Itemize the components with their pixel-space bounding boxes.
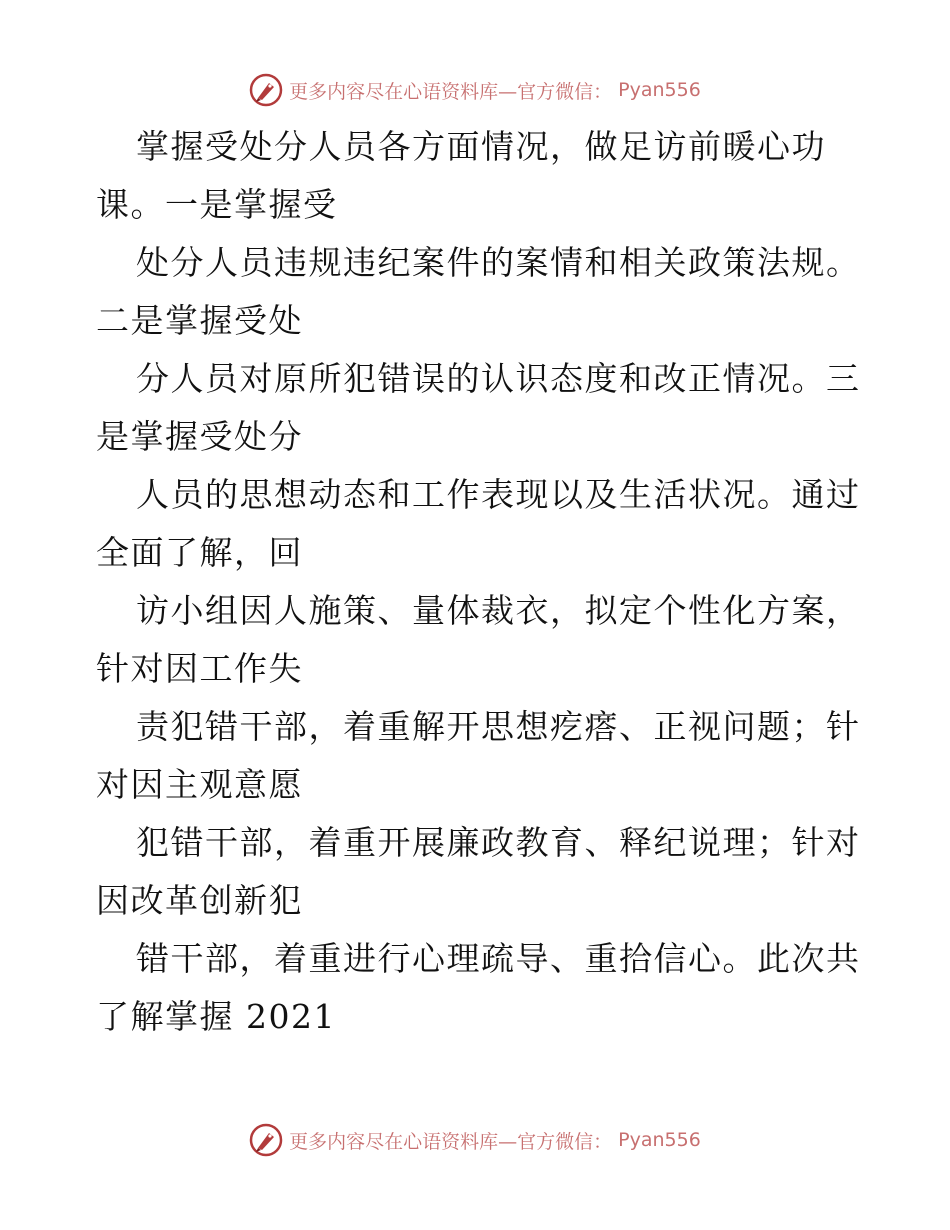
text-line: 了解掌握 2021 <box>96 997 336 1036</box>
text-line: 处分人员违规违纪案件的案情和相关政策法规。 <box>136 243 861 282</box>
watermark-text: 更多内容尽在心语资料库—官方微信： <box>289 1130 613 1153</box>
text-line: 错干部，着重进行心理疏导、重拾信心。此次共 <box>136 939 861 978</box>
text-line: 是掌握受处分 <box>96 417 303 456</box>
text-line: 课。一是掌握受 <box>96 185 338 224</box>
text-line: 访小组因人施策、量体裁衣，拟定个性化方案， <box>136 591 861 630</box>
text-line: 全面了解，回 <box>96 533 303 572</box>
footer-watermark <box>0 1120 950 1160</box>
text-line: 因改革创新犯 <box>96 881 303 920</box>
watermark-text: 更多内容尽在心语资料库—官方微信： <box>289 80 613 103</box>
watermark-wechat-id: Pyan556 <box>618 79 701 101</box>
header-watermark <box>0 70 950 110</box>
text-line: 二是掌握受处 <box>96 301 303 340</box>
pen-tip-logo-icon <box>249 73 283 107</box>
text-line: 分人员对原所犯错误的认识态度和改正情况。三 <box>136 359 861 398</box>
text-line: 人员的思想动态和工作表现以及生活状况。通过 <box>136 475 861 514</box>
text-line: 对因主观意愿 <box>96 765 303 804</box>
document-body <box>96 118 861 1046</box>
text-line: 责犯错干部，着重解开思想疙瘩、正视问题；针 <box>136 707 861 746</box>
text-line: 针对因工作失 <box>96 649 303 688</box>
watermark-wechat-id: Pyan556 <box>618 1129 701 1151</box>
text-line: 犯错干部，着重开展廉政教育、释纪说理；针对 <box>136 823 861 862</box>
pen-tip-logo-icon <box>249 1123 283 1157</box>
text-line: 掌握受处分人员各方面情况，做足访前暖心功 <box>136 127 826 166</box>
